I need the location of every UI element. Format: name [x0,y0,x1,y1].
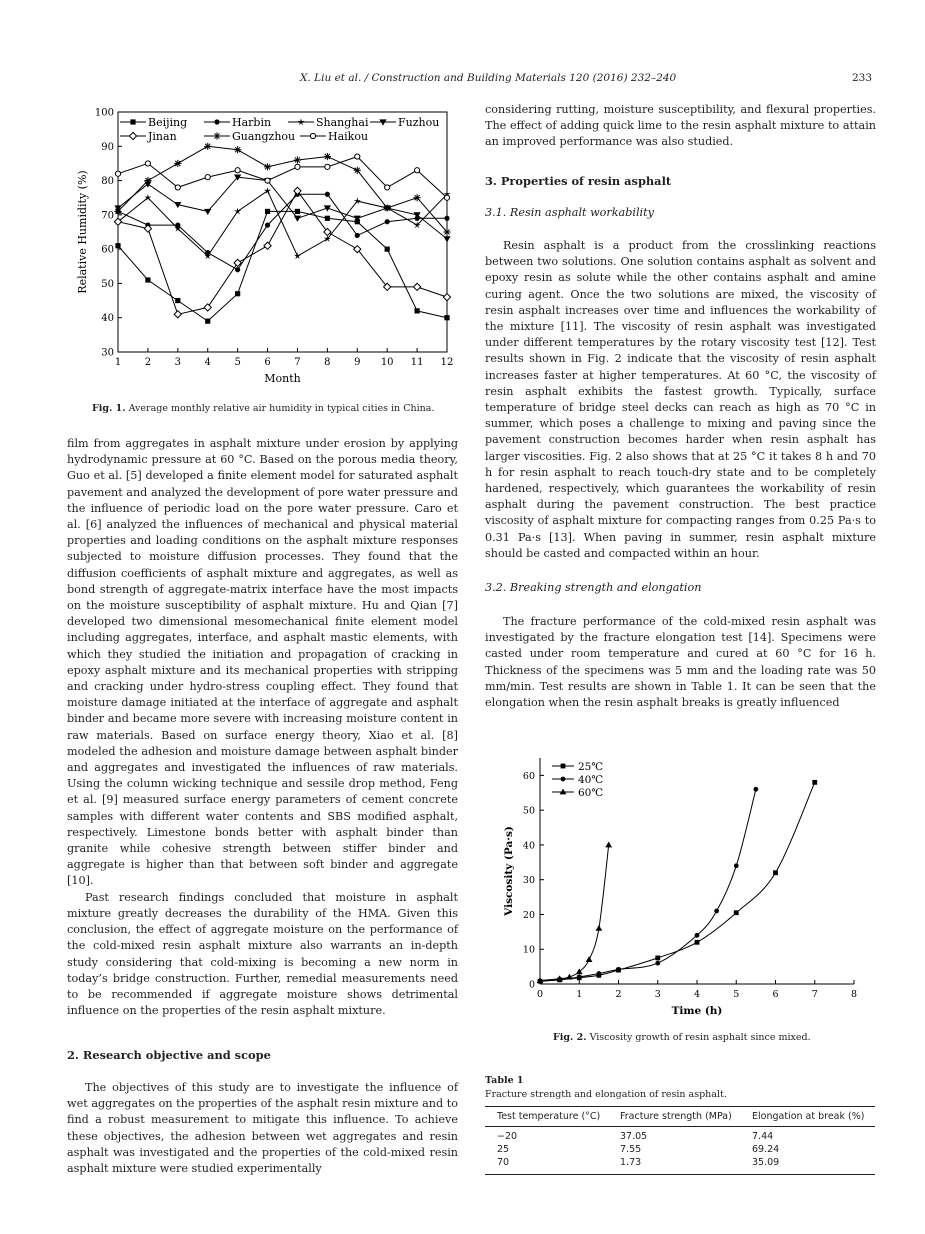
legend-label: Fuzhou [398,116,440,129]
data-point [595,925,602,931]
x-tick-label: 4 [204,357,211,368]
data-point [605,842,612,848]
page-number: 233 [852,72,873,84]
data-point-beijing [295,209,300,214]
table-bottom-rule [485,1174,875,1175]
x-axis-label: Month [264,372,301,385]
data-point [734,910,739,915]
legend-label: 40℃ [578,774,604,786]
data-point [616,967,621,972]
table-header-cell: Test temperature (°C) [497,1111,601,1122]
data-point-haikou [175,185,180,190]
table-cell: 69.24 [752,1144,780,1155]
section-2-body [67,1080,458,1177]
y-tick-label: 0 [528,979,535,991]
table-header-cell: Elongation at break (%) [752,1111,865,1122]
y-tick-label: 30 [522,875,535,887]
data-point-guangzhou [234,146,241,153]
legend-label: 25℃ [578,761,604,773]
data-point [586,956,593,962]
figure-1-humidity-chart [70,100,460,395]
table-cell: 25 [497,1144,510,1155]
y-tick-label: 10 [522,944,535,956]
data-point-haikou [414,168,419,173]
y-tick-label: 20 [522,909,535,921]
data-point-guangzhou [204,143,211,150]
table-cell: −20 [497,1131,518,1142]
series-line-fuzhou [118,177,447,239]
legend-marker [310,133,315,138]
x-tick-label: 7 [294,357,301,368]
x-tick-label: 1 [576,989,583,1000]
data-point-harbin [444,216,449,221]
data-point-harbin [355,233,360,238]
right-column-top [485,102,876,151]
series-line-beijing [118,211,447,321]
legend-marker [129,132,136,139]
data-point-fuzhou [443,236,450,242]
section-3-1-body [485,238,876,562]
data-point-jinan [264,242,271,249]
data-point-haikou [385,185,390,190]
legend-marker [561,764,566,769]
y-tick-label: 60 [101,244,114,256]
x-tick-label: 7 [811,989,818,1000]
data-point-shanghai [354,197,361,204]
legend-label: Jinan [148,130,177,143]
journal-citation: X. Liu et al. / Construction and Building Materials 120 (2016) 232–240 [300,72,677,84]
data-point-guangzhou [174,160,181,167]
data-point-jinan [144,225,151,232]
section-2-paragraph: The objectives of this study are to investigate the influence of wet aggregates on the properties of the asphalt resin mixture and to find a robust measurement to mitigate this influence. To achieve these objectives, the adhesion between wet aggregates and resin asphalt was investigated and the properties of the cold-mixed resin asphalt mixture were studied experimentally [67,1081,458,1176]
x-tick-label: 0 [536,989,544,1000]
data-point-shanghai [234,208,241,215]
figure-2-viscosity-chart [480,750,870,1025]
y-tick-label: 90 [101,141,114,153]
x-tick-label: 11 [410,357,424,368]
data-point-haikou [235,168,240,173]
data-point-guangzhou [443,228,450,235]
data-point-jinan [324,228,331,235]
data-point-haikou [145,161,150,166]
figure-2-label: Fig. 2. [553,1032,587,1043]
x-tick-label: 12 [440,357,454,368]
data-point-harbin [235,267,240,272]
data-point-guangzhou [324,153,331,160]
y-tick-label: 70 [101,210,114,222]
data-point-haikou [325,164,330,169]
data-point [753,787,758,792]
data-point-guangzhou [144,177,151,184]
data-point-beijing [235,291,240,296]
data-point [655,956,660,961]
table-cell: 7.55 [620,1144,642,1155]
data-point [812,780,817,785]
table-1-label: Table 1 [485,1075,524,1086]
legend-label: Beijing [148,116,188,129]
data-point-guangzhou [294,156,301,163]
data-point-beijing [205,319,210,324]
series-line-shanghai [118,191,447,256]
data-point-shanghai [294,252,301,259]
table-cell: 7.44 [752,1131,774,1142]
table-top-rule [485,1106,875,1107]
data-point-beijing [385,247,390,252]
y-tick-label: 100 [94,107,114,119]
data-point-jinan [413,283,420,290]
y-axis-label: Relative Humidity (%) [76,170,89,294]
section-3-2-heading: 3.2. Breaking strength and elongation [485,581,702,594]
data-point [695,933,700,938]
data-point-harbin [385,219,390,224]
y-tick-label: 40 [101,313,114,325]
table-cell: 37.05 [620,1131,648,1142]
x-tick-label: 8 [324,357,331,368]
y-tick-label: 30 [101,347,114,359]
x-tick-label: 8 [850,989,858,1000]
x-tick-label: 2 [615,989,622,1000]
left-column-body [67,436,458,1019]
right-paragraph-continued: considering rutting, moisture susceptibility, and flexural properties. The effect of adding quick lime to the resin asphalt mixture to attain an improved performance was also studied. [485,103,876,149]
legend-marker [561,777,566,782]
y-tick-label: 50 [101,278,114,290]
data-point-guangzhou [264,163,271,170]
data-point-jinan [204,304,211,311]
y-tick-label: 60 [522,770,535,782]
data-point-haikou [355,154,360,159]
series-curve [540,845,609,981]
legend-marker [214,119,219,124]
data-point-guangzhou [114,208,121,215]
figure-1-label: Fig. 1. [92,403,126,414]
data-point-beijing [175,298,180,303]
data-point [695,940,700,945]
series-line-haikou [118,157,447,198]
y-tick-label: 80 [101,176,114,188]
data-point-jinan [294,187,301,194]
data-point-jinan [174,311,181,318]
data-point-jinan [443,294,450,301]
legend-label: Harbin [232,116,272,129]
data-point-guangzhou [413,194,420,201]
legend-marker [213,132,220,139]
section-3-2-body [485,614,876,711]
section-3-1-paragraph: Resin asphalt is a product from the crosslinking reactions between two solutions. One solution contains asphalt as solvent and epoxy resin as solute while the other contains asphalt and amine curing agent. Once the two solutions are mixed, the viscosity of resin asphalt increases over time and influences the workability of the mixture [11]. The viscosity of resin asphalt was investigated under different temperatures by the rotary viscosity test [12]. Test results shown in Fig. 2 indicate that the viscosity of resin asphalt increases faster at higher temperatures. At 60 °C, the viscosity of resin asphalt exhibits the fastest growth. Typically, surface temperature of bridge steel decks can reach as high as 70 °C in summer, which poses a challenge to mixing and paving since the pavement construction becomes harder when resin asphalt has larger viscosities. Fig. 2 also shows that at 25 °C it takes 8 h and 70 h for resin asphalt to reach touch-dry state and to be completely hardened, respectively, which guarantees the workability of resin asphalt during the pavement construction. The best practice viscosity of asphalt mixture for compacting ranges from 0.25 Pa·s to 0.31 Pa·s [13]. When paving in summer, resin asphalt mixture should be casted and compacted within an hour. [485,239,876,560]
legend-marker [130,119,135,124]
section-3-heading: 3. Properties of resin asphalt [485,174,672,188]
legend-label: 60℃ [578,787,604,799]
data-point-fuzhou [204,209,211,215]
x-tick-label: 3 [654,989,661,1000]
table-cell: 70 [497,1157,510,1168]
x-axis-label: Time (h) [671,1005,723,1017]
x-tick-label: 4 [693,989,701,1000]
data-point-harbin [265,223,270,228]
series-curve [540,789,756,981]
x-tick-label: 5 [733,989,740,1000]
data-point-haikou [265,178,270,183]
y-axis-label: Viscosity (Pa·s) [503,826,515,916]
data-point [596,971,601,976]
data-point-harbin [325,192,330,197]
table-cell: 35.09 [752,1157,780,1168]
left-paragraph-2: Past research findings concluded that moisture in asphalt mixture greatly decreases the durability of the HMA. Given this conclusion, the effect of aggregate moisture on the performance of the cold-mixed resin asphalt mixture also warrants an in-depth study considering that cold-mixing is becoming a new norm in today’s bridge construction. Further, remedial measurements need to be recommended if aggregate moisture shows detrimental influence on the properties of the resin asphalt mixture. [67,890,458,1018]
data-point-beijing [115,243,120,248]
x-tick-label: 9 [354,357,361,368]
legend-label: Haikou [328,130,369,143]
plot-frame [118,112,447,352]
x-tick-label: 6 [772,989,779,1000]
data-point-beijing [414,308,419,313]
running-header [0,72,925,88]
data-point [655,961,660,966]
table-cell: 1.73 [620,1157,642,1168]
data-point [734,863,739,868]
section-3-2-paragraph: The fracture performance of the cold-mixed resin asphalt was investigated by the fracture elongation test [14]. Specimens were casted under room temperature and cured at 60 °C for 16 h. Thickness of the specimens was 5 mm and the loading rate was 50 mm/min. Test results are shown in Table 1. It can be seen that the elongation when the resin asphalt breaks is greatly influenced [485,615,876,710]
data-point-beijing [444,315,449,320]
data-point-haikou [205,175,210,180]
legend-label: Shanghai [316,116,369,129]
data-point [773,870,778,875]
table-header-rule [485,1126,875,1127]
y-tick-label: 40 [522,840,535,852]
figure-1-caption [92,403,434,414]
data-point-fuzhou [294,216,301,222]
section-2-heading: 2. Research objective and scope [67,1048,271,1062]
figure-2-caption [553,1032,811,1043]
data-point-guangzhou [384,204,391,211]
data-point-beijing [325,216,330,221]
x-tick-label: 5 [234,357,241,368]
table-1 [485,1106,875,1176]
table-header-cell: Fracture strength (MPa) [620,1111,732,1122]
data-point-guangzhou [354,167,361,174]
data-point-haikou [115,171,120,176]
x-tick-label: 3 [174,357,182,368]
legend-label: Guangzhou [232,130,296,143]
data-point-beijing [145,277,150,282]
left-paragraph-1: film from aggregates in asphalt mixture under erosion by applying hydrodynamic pressure at 60 °C. Based on the porous media theory, Guo et al. [5] developed a finite element model for saturated asphalt pavement and analyzed the development of pore water pressure and the influence of periodic load on the pore water pressure. Caro et al. [6] analyzed the influences of mechanical and physical material properties and loading conditions on the asphalt mixture responses subjected to moisture diffusion processes. They found that the diffusion coefficients of asphalt mixture and aggregates, as well as bond strength of aggregate-matrix interface have the most impacts on the moisture susceptibility of asphalt mixture. Hu and Qian [7] developed two dimensional mesomechanical finite element model including aggregates, interface, and asphalt mastic elements, with which they studied the initiation and propagation of cracking in epoxy asphalt mixture and its mechanical properties with stripping and cracking under hydro-stress coupling effect. They found that moisture damage initiated at the interface of aggregate and asphalt binder and became more severe with increasing moisture content in raw materials. Based on surface energy theory, Xiao et al. [8] modeled the adhesion and moisture damage between asphalt binder and aggregates and investigated the influences of raw materials. Using the column wicking technique and sessile drop method, Feng et al. [9] measured surface energy parameters of cement concrete samples with different water contents and SBS modified asphalt, respectively. Limestone bonds better with asphalt binder than granite while cohesive strength between stiffer binder and aggregate is higher than that between soft binder and aggregate [10]. [67,437,458,888]
data-point-haikou [295,164,300,169]
data-point [714,909,719,914]
figure-1-caption-text: Average monthly relative air humidity in typical cities in China. [128,403,435,414]
series-line-harbin [118,194,447,269]
x-tick-label: 2 [144,357,152,368]
y-tick-label: 50 [522,805,535,817]
figure-2-caption-text: Viscosity growth of resin asphalt since mixed. [589,1032,811,1043]
data-point-beijing [265,209,270,214]
section-3-1-heading: 3.1. Resin asphalt workability [485,206,654,219]
data-point-haikou [444,195,449,200]
x-tick-label: 1 [114,357,122,368]
x-tick-label: 6 [264,357,271,368]
table-1-caption: Fracture strength and elongation of resin asphalt. [485,1089,727,1100]
data-point [577,975,582,980]
x-tick-label: 10 [380,357,394,368]
